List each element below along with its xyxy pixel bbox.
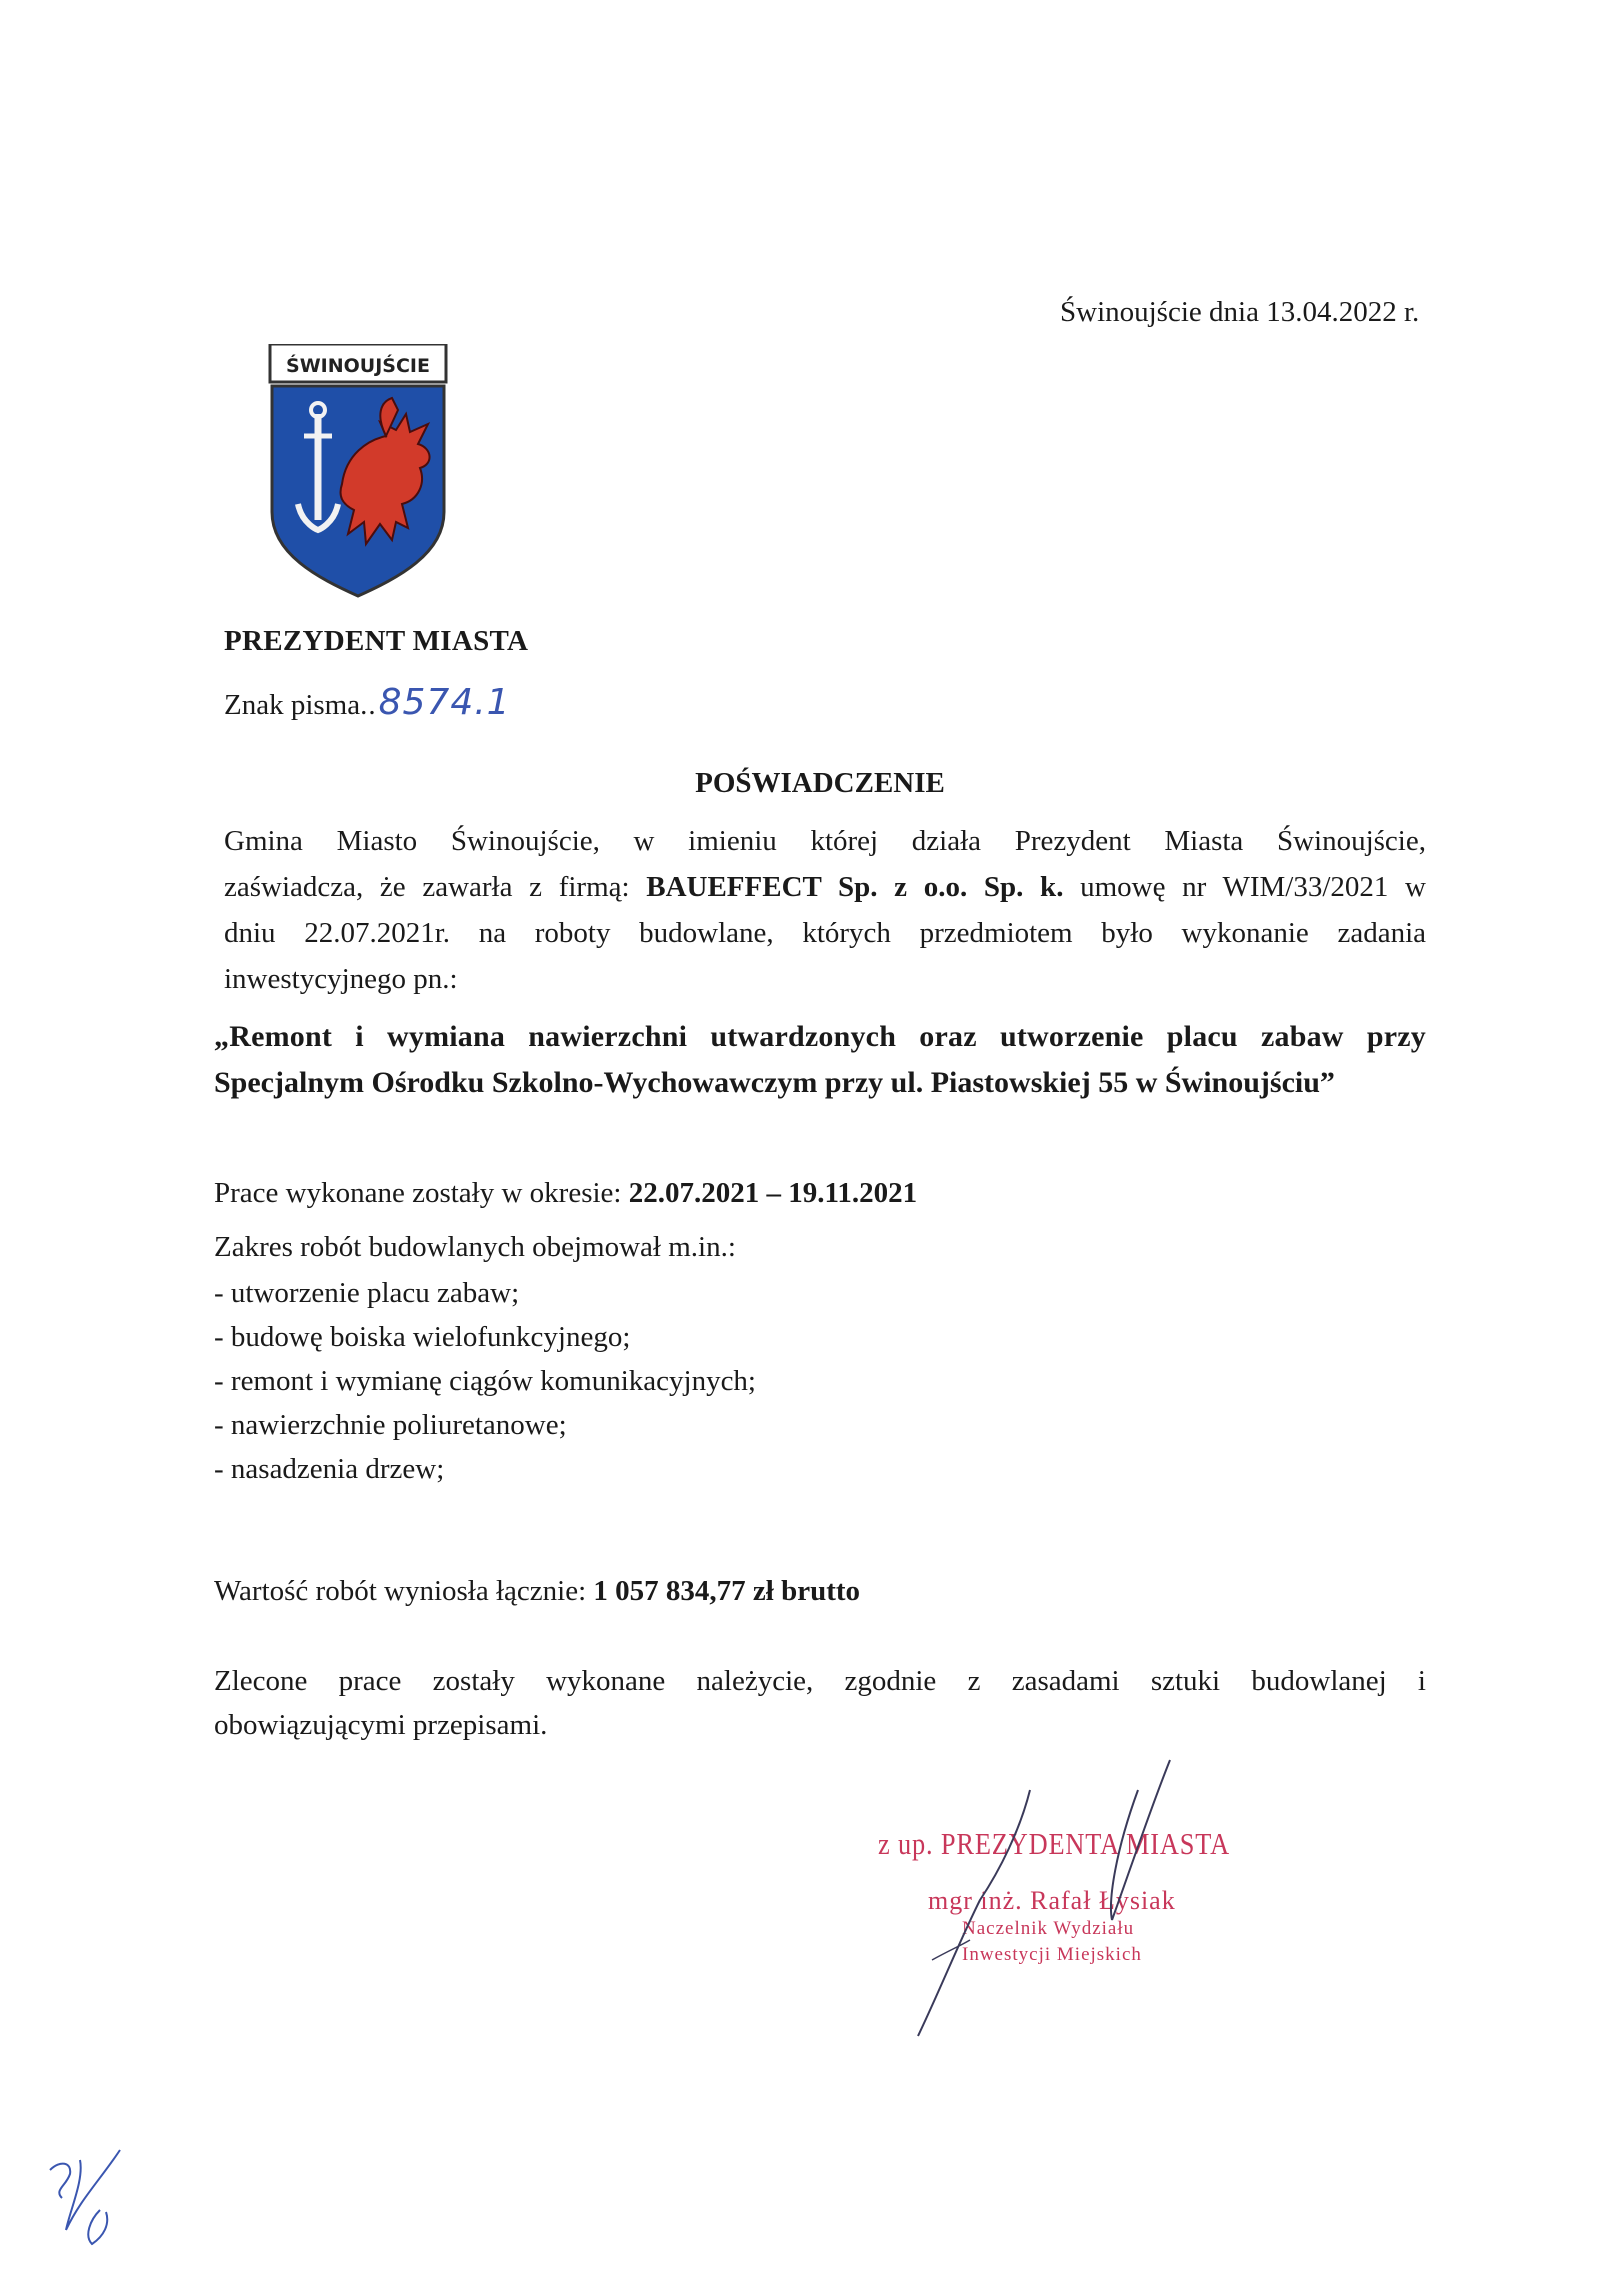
stamp-name: mgr inż. Rafał Łysiak [928, 1886, 1176, 1915]
project-title-line: „Remont i wymiana nawierzchni utwardzonych oraz utworzenie placu zabaw przy [214, 1020, 1426, 1053]
conclusion-line: obowiązującymi przepisami. [214, 1709, 548, 1741]
handwritten-initials [40, 2140, 140, 2260]
stamp-role: Naczelnik Wydziału [962, 1918, 1135, 1939]
city-crest-logo [268, 344, 448, 598]
svg-text:ŚWINOUJŚCIE: ŚWINOUJŚCIE [286, 355, 430, 377]
conclusion-line: Zlecone prace zostały wykonane należycie, zgodnie z zasadami sztuki budowlanej i [214, 1665, 1426, 1697]
scope-item: - budowę boiska wielofunkcyjnego; [214, 1321, 631, 1353]
works-value [214, 1570, 860, 1612]
reference-dots: .. [360, 689, 377, 721]
intro-line: dniu 22.07.2021r. na roboty budowlane, których przedmiotem było wykonanie zadania [224, 917, 1426, 949]
issuer-title: PREZYDENT MIASTA [224, 625, 529, 657]
work-period-label: Prace wykonane zostały w okresie: [214, 1177, 622, 1209]
reference-handwritten-number: 8574.1 [378, 682, 511, 723]
stamp-department: Inwestycji Miejskich [962, 1944, 1142, 1965]
handwritten-signature [880, 1750, 1180, 2050]
reference-label: Znak pisma [224, 689, 361, 721]
intro-line [224, 866, 1426, 908]
works-value-amount: 1 057 834,77 zł brutto [593, 1575, 861, 1607]
contract-number: umowę nr WIM/33/2021 w [1080, 871, 1427, 903]
contractor-name: BAUEFFECT Sp. z o.o. Sp. k. [646, 871, 1064, 903]
project-title-line: Specjalnym Ośrodku Szkolno-Wychowawczym przy ul. Piastowskiej 55 w Świnoujściu” [214, 1066, 1335, 1099]
scope-item: - utworzenie placu zabaw; [214, 1277, 520, 1309]
work-period-dates: 22.07.2021 – 19.11.2021 [628, 1177, 918, 1209]
scope-heading: Zakres robót budowlanych obejmował m.in.: [214, 1231, 736, 1263]
scope-item: - remont i wymianę ciągów komunikacyjnych; [214, 1365, 756, 1397]
works-value-label: Wartość robót wyniosła łącznie: [214, 1575, 587, 1607]
scope-item: - nawierzchnie poliuretanowe; [214, 1409, 567, 1441]
document-title: POŚWIADCZENIE [695, 767, 945, 799]
intro-line: inwestycyjnego pn.: [224, 963, 458, 995]
scope-item: - nasadzenia drzew; [214, 1453, 445, 1485]
place-date: Świnoujście dnia 13.04.2022 r. [1060, 296, 1420, 328]
intro-text: zaświadcza, że zawarła z firmą: [224, 871, 630, 903]
intro-line: Gmina Miasto Świnoujście, w imieniu której działa Prezydent Miasta Świnoujście, [224, 825, 1426, 857]
stamp-title: z up. PREZYDENTA MIASTA [878, 1826, 1231, 1861]
reference-number-row [224, 682, 511, 726]
work-period [214, 1172, 917, 1214]
